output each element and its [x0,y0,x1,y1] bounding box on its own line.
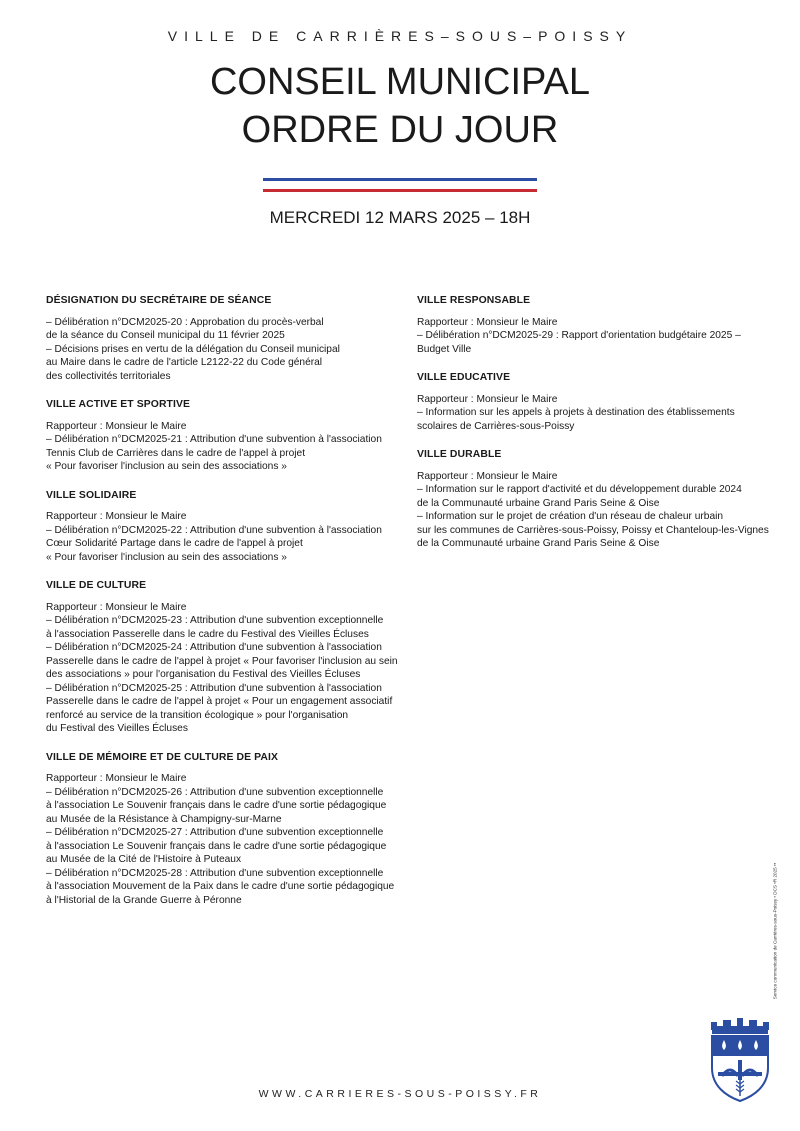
agenda-line: – Décisions prises en vertu de la délégation du Conseil municipal [46,343,340,355]
section-heading: VILLE EDUCATIVE [417,372,511,383]
section-heading: VILLE DE CULTURE [46,580,147,591]
agenda-section [46,489,391,565]
section-heading: VILLE SOLIDAIRE [46,489,137,501]
title-line-1: CONSEIL MUNICIPAL [209,61,591,103]
agenda-line: Passerelle dans le cadre de l'appel à projet « Pour favoriser l'inclusion au sein [46,655,398,667]
section-heading: DÉSIGNATION DU SECRÉTAIRE DE SÉANCE [46,295,272,306]
section-heading: VILLE DURABLE [417,449,502,460]
side-credit [765,862,785,1000]
website-link[interactable]: WWW.CARRIERES-SOUS-POISSY.FR [258,1088,542,1100]
meeting-date: MERCREDI 12 MARS 2025 – 18H [269,208,531,227]
agenda-line: renforcé au service de la transition écologique » pour l'organisation [46,709,349,721]
agenda-section [46,398,391,474]
agenda-line: – Information sur le projet de création d'un réseau de chaleur urbain [417,511,724,522]
agenda-line: scolaires de Carrières-sous-Poissy [417,420,575,432]
agenda-line: – Délibération n°DCM2025-23 : Attribution d'une subvention exceptionnelle [46,615,384,626]
agenda-line: Budget Ville [417,343,472,355]
agenda-line: – Délibération n°DCM2025-25 : Attribution d'une subvention à l'association [46,682,382,694]
agenda-line: au Musée de la Cité de l'Histoire à Puteaux [46,854,242,865]
agenda-section [417,294,762,356]
agenda-line: Rapporteur : Monsieur le Maire [417,393,558,405]
section-heading: VILLE RESPONSABLE [417,295,531,306]
agenda-line: Passerelle dans le cadre de l'appel à projet « Pour un engagement associatif [46,696,393,707]
agenda-line: – Délibération n°DCM2025-29 : Rapport d'orientation budgétaire 2025 – [417,330,741,341]
agenda-line: à l'association Le Souvenir français dans le cadre d'une sortie pédagogique [46,800,387,811]
agenda-line: Rapporteur : Monsieur le Maire [417,470,558,482]
agenda-line: au Musée de la Résistance à Champigny-sur-Marne [46,813,282,825]
agenda-section [46,294,391,383]
agenda-line: – Information sur le rapport d'activité et du développement durable 2024 [417,484,742,495]
agenda-line: « Pour favoriser l'inclusion au sein des associations » [46,551,287,563]
agenda-line: – Délibération n°DCM2025-26 : Attribution d'une subvention exceptionnelle [46,786,384,798]
agenda-line: Tennis Club de Carrières dans le cadre de l'appel à projet [46,447,306,459]
section-heading: VILLE DE MÉMOIRE ET DE CULTURE DE PAIX [46,751,279,763]
agenda-line: des collectivités territoriales [46,370,171,382]
agenda-section [46,579,398,736]
agenda-line: Rapporteur : Monsieur le Maire [46,773,187,784]
section-heading: VILLE ACTIVE ET SPORTIVE [46,399,191,410]
agenda-line: de la Communauté urbaine Grand Paris Seine & Oise [417,497,660,509]
agenda-line: Cœur Solidarité Partage dans le cadre de l'appel à projet [46,538,303,549]
agenda-line: Rapporteur : Monsieur le Maire [417,316,558,328]
agenda-line: – Information sur les appels à projets à destination des établissements [417,407,735,418]
agenda-line: à l'association Passerelle dans le cadre du Festival des Vieilles Écluses [46,628,369,640]
agenda-line: de la Communauté urbaine Grand Paris Seine & Oise [417,538,660,549]
agenda-line: à l'association Le Souvenir français dans le cadre d'une sortie pédagogique [46,840,387,852]
agenda-line: Rapporteur : Monsieur le Maire [46,601,187,613]
city-crest-icon [708,1016,772,1102]
agenda-line: au Maire dans le cadre de l'article L2122-22 du Code général [46,357,323,368]
agenda-line: Rapporteur : Monsieur le Maire [46,511,187,522]
agenda-line: – Délibération n°DCM2025-22 : Attribution d'une subvention à l'association [46,524,382,536]
agenda-line: « Pour favoriser l'inclusion au sein des associations » [46,461,287,472]
blue-stripe [263,178,537,181]
left-column [46,294,398,922]
agenda-line: – Délibération n°DCM2025-28 : Attribution d'une subvention exceptionnelle [46,867,384,879]
right-column [417,294,769,566]
agenda-line: du Festival des Vieilles Écluses [46,723,188,734]
agenda-section [46,751,395,908]
town-name: VILLE DE CARRIÈRES–SOUS–POISSY [167,28,633,44]
agenda-section [417,448,769,551]
agenda-line: – Délibération n°DCM2025-21 : Attribution d'une subvention à l'association [46,434,382,445]
agenda-line: à l'association Mouvement de la Paix dans le cadre d'une sortie pédagogique [46,881,395,892]
red-stripe [263,189,537,192]
side-credit-text: Service communication de Carrières-sous-Poissy • DCS •R 2025 •• [772,862,778,1000]
agenda-line: des associations » pour l'organisation du Festival des Vieilles Écluses [46,669,361,680]
tricolor-divider [263,178,537,192]
agenda-line: – Délibération n°DCM2025-27 : Attribution d'une subvention exceptionnelle [46,827,384,838]
agenda-line: sur les communes de Carrières-sous-Poissy, Poissy et Chanteloup-les-Vignes [417,524,769,536]
agenda-line: – Délibération n°DCM2025-20 : Approbation du procès-verbal [46,316,324,328]
agenda-line: de la séance du Conseil municipal du 11 février 2025 [46,330,285,341]
page-title [0,58,800,154]
agenda-line: à l'Historial de la Grande Guerre à Péronne [46,894,242,906]
title-line-2: ORDRE DU JOUR [241,109,559,151]
agenda-section [417,371,762,433]
agenda-line: – Délibération n°DCM2025-24 : Attribution d'une subvention à l'association [46,642,382,653]
agenda-line: Rapporteur : Monsieur le Maire [46,420,187,432]
